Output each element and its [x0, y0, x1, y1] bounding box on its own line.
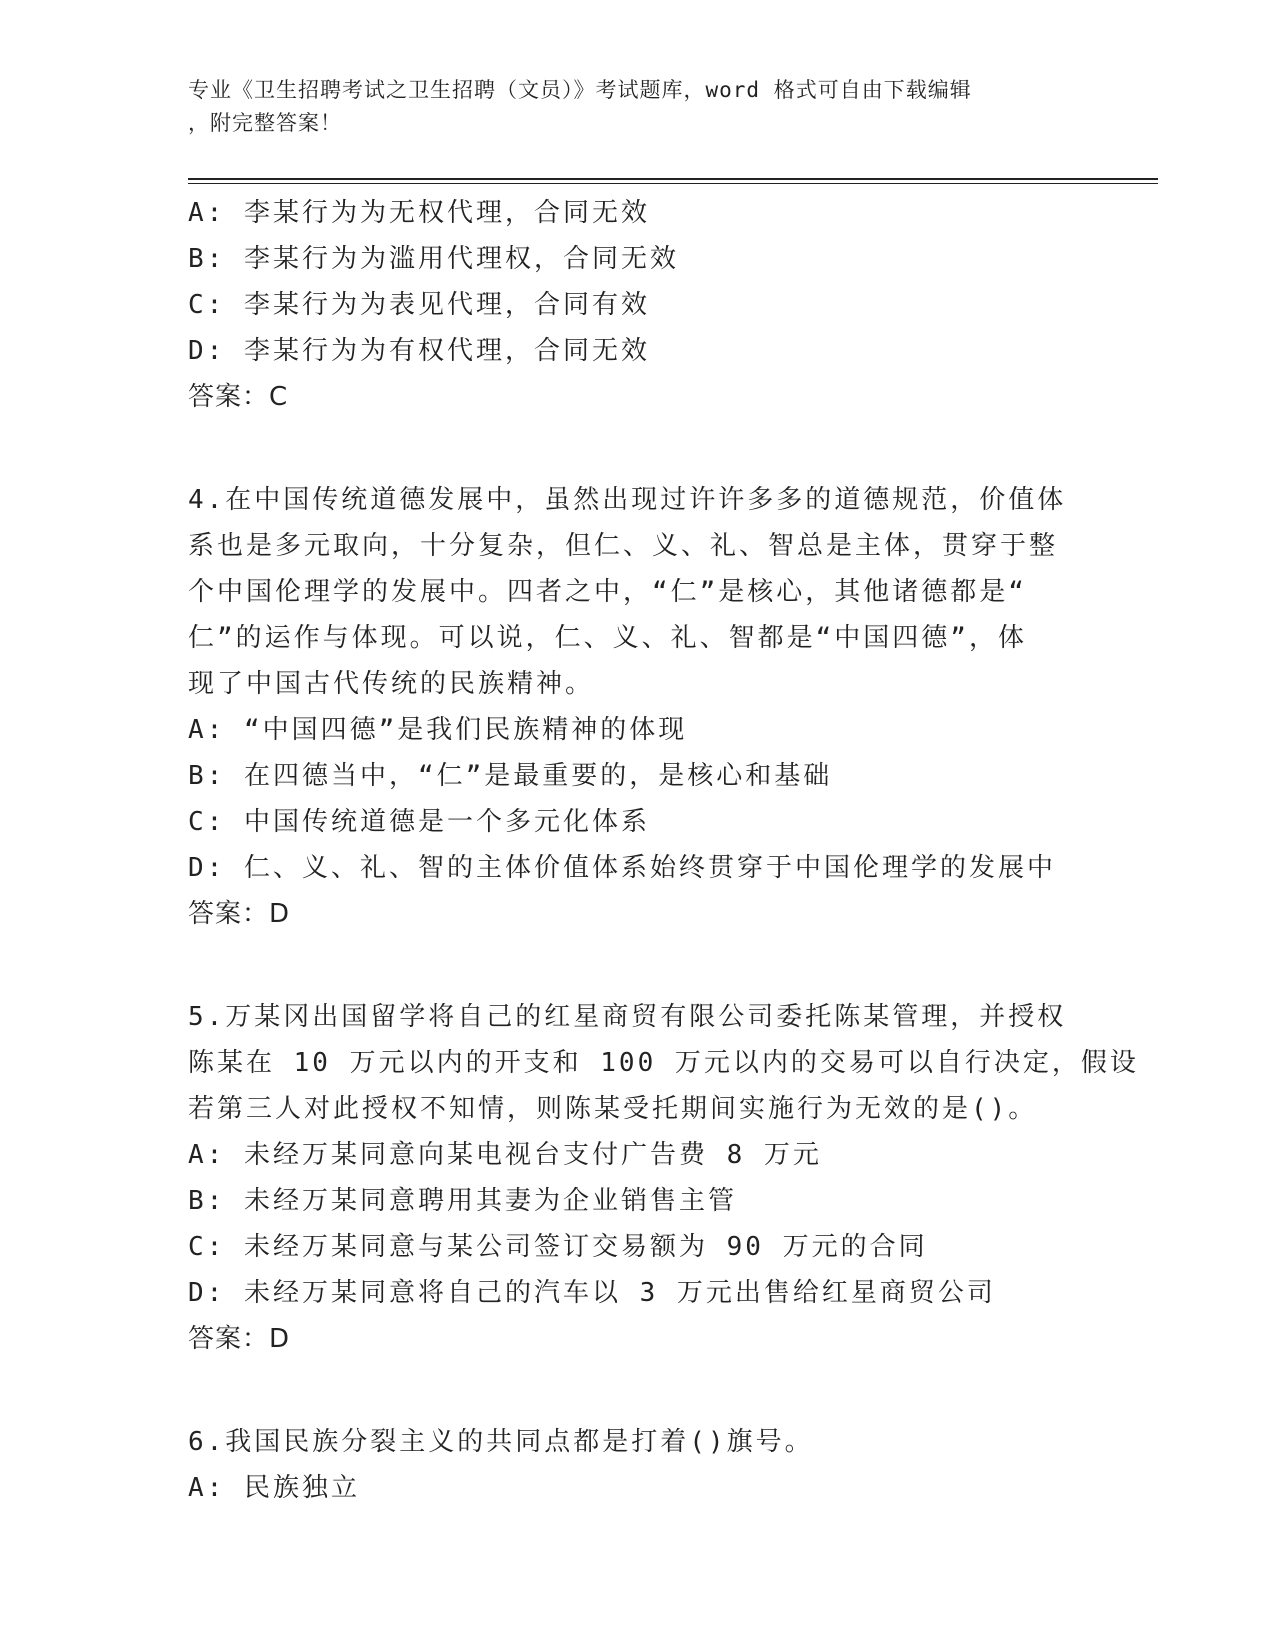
question-text-line: 4.在中国传统道德发展中，虽然出现过许许多多的道德规范，价值体 [188, 485, 1067, 515]
question-text-line: 5.万某冈出国留学将自己的红星商贸有限公司委托陈某管理，并授权 [188, 1002, 1067, 1032]
option-d: D: 李某行为为有权代理，合同无效 [188, 336, 650, 366]
section-gap [188, 937, 1088, 994]
question-6 [188, 1419, 1088, 1511]
answer-label: 答案：C [188, 382, 289, 412]
option-b: B: 在四德当中，“仁”是最重要的，是核心和基础 [188, 761, 833, 791]
option-c: C: 李某行为为表见代理，合同有效 [188, 290, 650, 320]
document-header [188, 74, 1088, 140]
question-text-line: 若第三人对此授权不知情，则陈某受托期间实施行为无效的是()。 [188, 1094, 1038, 1124]
header-title-line-2: ，附完整答案！ [188, 111, 342, 135]
question-3 [188, 190, 1088, 420]
header-divider-thin [188, 183, 1158, 184]
section-gap [188, 1362, 1088, 1419]
question-text-line: 陈某在 10 万元以内的开支和 100 万元以内的交易可以自行决定，假设 [188, 1048, 1139, 1078]
question-4 [188, 477, 1088, 937]
option-c: C: 中国传统道德是一个多元化体系 [188, 807, 650, 837]
option-c: C: 未经万某同意与某公司签订交易额为 90 万元的合同 [188, 1232, 928, 1262]
option-d: D: 仁、义、礼、智的主体价值体系始终贯穿于中国伦理学的发展中 [188, 853, 1056, 883]
option-d: D: 未经万某同意将自己的汽车以 3 万元出售给红星商贸公司 [188, 1278, 996, 1308]
option-a: A: 民族独立 [188, 1473, 360, 1503]
section-gap [188, 420, 1088, 477]
header-divider-thick [188, 178, 1158, 180]
question-text-line: 6.我国民族分裂主义的共同点都是打着()旗号。 [188, 1427, 814, 1457]
option-b: B: 李某行为为滥用代理权，合同无效 [188, 244, 679, 274]
question-text-line: 仁”的运作与体现。可以说，仁、义、礼、智都是“中国四德”，体 [188, 623, 1027, 653]
question-text-line: 系也是多元取向，十分复杂，但仁、义、礼、智总是主体，贯穿于整 [188, 531, 1059, 561]
option-b: B: 未经万某同意聘用其妻为企业销售主管 [188, 1186, 737, 1216]
answer-label: 答案：D [188, 1324, 291, 1354]
option-a: A: 李某行为为无权代理，合同无效 [188, 198, 650, 228]
question-text-line: 现了中国古代传统的民族精神。 [188, 669, 595, 699]
header-title-line-1: 专业《卫生招聘考试之卫生招聘（文员）》考试题库，word 格式可自由下载编辑 [188, 78, 972, 102]
question-text-line: 个中国伦理学的发展中。四者之中，“仁”是核心，其他诸德都是“ [188, 577, 1027, 607]
answer-label: 答案：D [188, 899, 291, 929]
option-a: A: “中国四德”是我们民族精神的体现 [188, 715, 688, 745]
option-a: A: 未经万某同意向某电视台支付广告费 8 万元 [188, 1140, 822, 1170]
question-list [188, 190, 1139, 1511]
question-5 [188, 994, 1139, 1362]
